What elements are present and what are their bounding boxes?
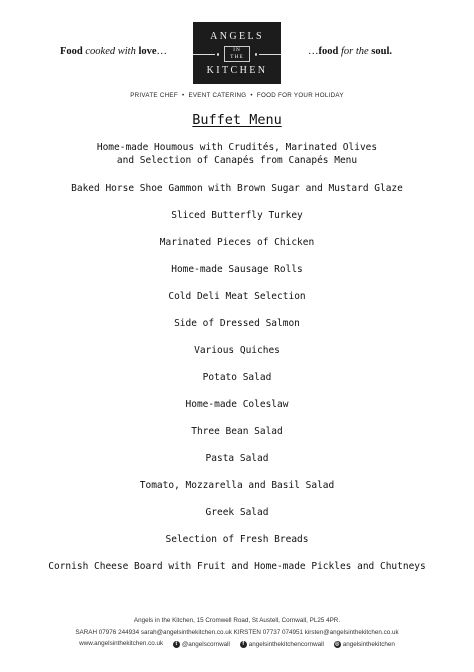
instagram-link[interactable] (334, 639, 395, 651)
logo-in-the: IN THE (224, 46, 250, 62)
menu-item: Selection of Fresh Breads (165, 534, 309, 545)
menu-item: Various Quiches (194, 345, 280, 356)
logo-kitchen: KITCHEN (206, 65, 268, 76)
menu-item: Marinated Pieces of Chicken (159, 237, 315, 248)
tagline-left (60, 46, 167, 57)
logo-angels: ANGELS (210, 31, 264, 42)
footer-contacts: SARAH 07976 244934 sarah@angelsinthekitchen.co.uk KIRSTEN 07737 074951 kirsten@angelsinthekitchen.co.uk (75, 628, 399, 636)
twitter-handle: @angelscornwall (181, 640, 230, 648)
menu-item: Cornish Cheese Board with Fruit and Home-made Pickles and Chutneys (48, 561, 426, 572)
menu-item: Side of Dressed Salmon (174, 318, 300, 329)
services-line: PRIVATE CHEF • EVENT CATERING • FOOD FOR YOUR HOLIDAY (130, 92, 344, 99)
facebook-icon: f (240, 641, 247, 648)
tagline-cooked-with: cooked with (82, 46, 139, 57)
logo-dot (255, 53, 258, 56)
menu-item: Three Bean Salad (191, 426, 283, 437)
menu-list (0, 142, 474, 574)
footer-address: Angels in the Kitchen, 15 Cromwell Road, St Austell, Cornwall, PL25 4PR. (133, 617, 341, 624)
website-link[interactable]: www.angelsinthekitchen.co.uk (79, 640, 164, 647)
instagram-handle: angelsinthekitchen (342, 640, 395, 648)
menu-item: Sliced Butterfly Turkey (171, 210, 303, 221)
letterhead (0, 14, 474, 84)
menu-item (0, 142, 474, 167)
footer-links (0, 638, 474, 650)
menu-item-line: and Selection of Canapés from Canapés Menu (116, 154, 358, 166)
tagline-food: Food (60, 46, 83, 57)
twitter-link[interactable] (173, 639, 230, 651)
tagline-ellipsis: … (307, 46, 319, 57)
tagline-right (308, 46, 392, 57)
menu-item: Greek Salad (205, 507, 269, 518)
menu-item: Cold Deli Meat Selection (168, 291, 306, 302)
instagram-icon: ◎ (335, 641, 340, 647)
footer (0, 615, 474, 650)
menu-item-line: Home-made Houmous with Crudités, Marinated Olives (96, 142, 378, 153)
tagline-ellipsis: … (156, 46, 168, 57)
menu-item: Potato Salad (202, 372, 272, 383)
menu-item: Home-made Sausage Rolls (171, 264, 303, 275)
tagline-love: love (138, 46, 157, 57)
logo-bar (259, 54, 281, 55)
tagline-soul: soul. (371, 46, 392, 57)
twitter-icon: t (173, 641, 180, 648)
logo-divider (193, 46, 281, 62)
menu-item: Tomato, Mozzarella and Basil Salad (139, 480, 335, 491)
menu-item: Home-made Coleslaw (185, 399, 289, 410)
menu-item: Pasta Salad (205, 453, 269, 464)
angels-logo (193, 22, 281, 84)
menu-item: Baked Horse Shoe Gammon with Brown Sugar and Mustard Glaze (71, 183, 403, 194)
facebook-handle: angelsinthekitchencornwall (248, 640, 324, 648)
page-title: Buffet Menu (192, 112, 282, 128)
tagline-for-the: for the (338, 46, 372, 57)
tagline-food-right: food (318, 46, 339, 57)
logo-dot (217, 53, 220, 56)
facebook-link[interactable] (240, 639, 324, 651)
logo-bar (193, 54, 215, 55)
